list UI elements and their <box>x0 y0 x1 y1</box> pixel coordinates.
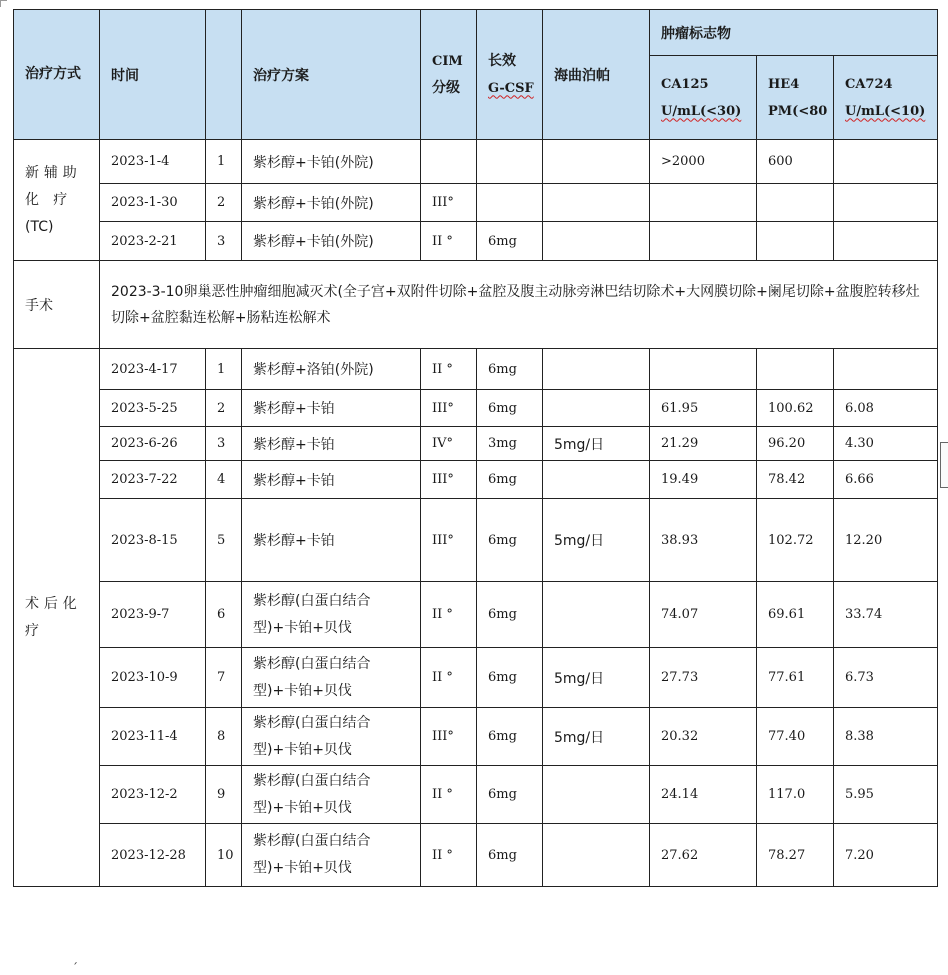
cell-regimen: 紫杉醇+卡铂 <box>242 427 421 461</box>
cell-cim: II ° <box>421 349 477 390</box>
cell-date: 2023-12-28 <box>100 824 206 887</box>
cell-regimen: 紫杉醇+卡铂 <box>242 390 421 427</box>
cell-ca125: 27.62 <box>650 824 757 887</box>
group-label-postoperative: 术后化 疗 <box>14 349 100 887</box>
cell-ca125 <box>650 349 757 390</box>
cell-cim: II ° <box>421 648 477 708</box>
cell-date: 2023-7-22 <box>100 461 206 499</box>
cell-he4: 117.0 <box>757 766 834 824</box>
cell-ca724 <box>834 140 938 184</box>
cell-ca125: 74.07 <box>650 582 757 648</box>
corner-marker <box>0 0 7 7</box>
cell-cim: II ° <box>421 824 477 887</box>
table-row <box>14 648 938 708</box>
cell-gcsf: 6mg <box>477 349 543 390</box>
cell-regimen: 紫杉醇+卡铂(外院) <box>242 222 421 261</box>
cell-hetrombopag <box>543 390 650 427</box>
cell-cycle: 1 <box>206 349 242 390</box>
table-row <box>14 766 938 824</box>
cell-cim: IV° <box>421 427 477 461</box>
cell-hetrombopag <box>543 824 650 887</box>
cell-date: 2023-12-2 <box>100 766 206 824</box>
cell-he4: 100.62 <box>757 390 834 427</box>
cell-cim: III° <box>421 708 477 766</box>
header-ca724: CA724 U/mL(<10) <box>834 56 938 140</box>
cell-regimen: 紫杉醇+卡铂(外院) <box>242 184 421 222</box>
cell-ca125 <box>650 184 757 222</box>
cell-ca724: 6.66 <box>834 461 938 499</box>
cell-cycle: 1 <box>206 140 242 184</box>
table-row <box>14 184 938 222</box>
cell-date: 2023-2-21 <box>100 222 206 261</box>
table-row <box>14 140 938 184</box>
cell-gcsf: 3mg <box>477 427 543 461</box>
cell-gcsf: 6mg <box>477 582 543 648</box>
cell-cycle: 4 <box>206 461 242 499</box>
cell-date: 2023-11-4 <box>100 708 206 766</box>
group-label-neoadjuvant: 新辅助 化 疗 (TC) <box>14 140 100 261</box>
cell-ca724 <box>834 184 938 222</box>
cell-he4: 69.61 <box>757 582 834 648</box>
cell-regimen: 紫杉醇+卡铂 <box>242 499 421 582</box>
cell-ca724: 33.74 <box>834 582 938 648</box>
cell-ca125: 21.29 <box>650 427 757 461</box>
cell-cycle: 9 <box>206 766 242 824</box>
cell-ca125: 20.32 <box>650 708 757 766</box>
cell-hetrombopag: 5mg/日 <box>543 427 650 461</box>
cell-hetrombopag <box>543 222 650 261</box>
table-row <box>14 582 938 648</box>
cell-cycle: 2 <box>206 184 242 222</box>
cell-cycle: 10 <box>206 824 242 887</box>
header-he4: HE4 PM(<80 <box>757 56 834 140</box>
cell-cycle: 6 <box>206 582 242 648</box>
table-row <box>14 427 938 461</box>
cell-cim: II ° <box>421 582 477 648</box>
header-time: 时间 <box>100 10 206 140</box>
cell-regimen: 紫杉醇(白蛋白结合 型)+卡铂+贝伐 <box>242 708 421 766</box>
cell-ca724: 7.20 <box>834 824 938 887</box>
table-row <box>14 222 938 261</box>
cell-gcsf: 6mg <box>477 824 543 887</box>
cell-ca125: 19.49 <box>650 461 757 499</box>
cell-cycle: 7 <box>206 648 242 708</box>
header-regimen: 治疗方案 <box>242 10 421 140</box>
table-row-surgery <box>14 261 938 349</box>
group-label-surgery: 手术 <box>14 261 100 349</box>
table-row <box>14 499 938 582</box>
table-row <box>14 824 938 887</box>
cell-cim: III° <box>421 184 477 222</box>
cell-date: 2023-4-17 <box>100 349 206 390</box>
header-hetrombopag: 海曲泊帕 <box>543 10 650 140</box>
cell-cim: II ° <box>421 766 477 824</box>
cell-he4 <box>757 349 834 390</box>
cell-hetrombopag <box>543 349 650 390</box>
cell-he4: 77.40 <box>757 708 834 766</box>
cell-cim: III° <box>421 499 477 582</box>
header-ca125: CA125 U/mL(<30) <box>650 56 757 140</box>
cell-he4: 77.61 <box>757 648 834 708</box>
cell-cycle: 3 <box>206 222 242 261</box>
cell-cycle: 5 <box>206 499 242 582</box>
cell-ca724: 6.73 <box>834 648 938 708</box>
cell-date: 2023-1-4 <box>100 140 206 184</box>
cell-date: 2023-9-7 <box>100 582 206 648</box>
table-row <box>14 461 938 499</box>
cell-hetrombopag <box>543 582 650 648</box>
cell-gcsf: 6mg <box>477 648 543 708</box>
cell-ca125 <box>650 222 757 261</box>
cell-hetrombopag <box>543 140 650 184</box>
cell-ca724 <box>834 222 938 261</box>
cell-gcsf: 6mg <box>477 390 543 427</box>
cell-he4 <box>757 222 834 261</box>
cell-date: 2023-1-30 <box>100 184 206 222</box>
treatment-table-frame <box>13 9 937 961</box>
cell-gcsf <box>477 140 543 184</box>
cell-he4: 96.20 <box>757 427 834 461</box>
cell-ca724: 8.38 <box>834 708 938 766</box>
cell-gcsf: 6mg <box>477 461 543 499</box>
cell-he4: 102.72 <box>757 499 834 582</box>
cell-gcsf: 6mg <box>477 766 543 824</box>
cell-date: 2023-5-25 <box>100 390 206 427</box>
cell-ca125: >2000 <box>650 140 757 184</box>
cell-he4: 78.42 <box>757 461 834 499</box>
cell-hetrombopag <box>543 184 650 222</box>
cell-ca724: 4.30 <box>834 427 938 461</box>
cell-ca724: 5.95 <box>834 766 938 824</box>
cell-cim: III° <box>421 390 477 427</box>
cell-regimen: 紫杉醇(白蛋白结合 型)+卡铂+贝伐 <box>242 824 421 887</box>
cell-cim: II ° <box>421 222 477 261</box>
cell-cim: III° <box>421 461 477 499</box>
cell-regimen: 紫杉醇(白蛋白结合 型)+卡铂+贝伐 <box>242 582 421 648</box>
cell-regimen: 紫杉醇(白蛋白结合 型)+卡铂+贝伐 <box>242 648 421 708</box>
cell-gcsf: 6mg <box>477 222 543 261</box>
cell-gcsf <box>477 184 543 222</box>
header-tumor-markers: 肿瘤标志物 <box>650 10 938 56</box>
cell-hetrombopag: 5mg/日 <box>543 499 650 582</box>
cell-gcsf: 6mg <box>477 708 543 766</box>
cell-hetrombopag: 5mg/日 <box>543 648 650 708</box>
cell-gcsf: 6mg <box>477 499 543 582</box>
cell-cim <box>421 140 477 184</box>
header-cim-grade: CIM 分级 <box>421 10 477 140</box>
cell-cycle: 8 <box>206 708 242 766</box>
table-row <box>14 390 938 427</box>
cell-regimen: 紫杉醇+卡铂 <box>242 461 421 499</box>
table-row <box>14 349 938 390</box>
cell-he4: 78.27 <box>757 824 834 887</box>
cell-regimen: 紫杉醇+卡铂(外院) <box>242 140 421 184</box>
cursor-mark: ´ <box>72 961 78 975</box>
cell-cycle: 2 <box>206 390 242 427</box>
cell-he4 <box>757 184 834 222</box>
table-row <box>14 708 938 766</box>
cell-ca125: 24.14 <box>650 766 757 824</box>
cell-ca724: 6.08 <box>834 390 938 427</box>
cell-ca724: 12.20 <box>834 499 938 582</box>
cell-ca724 <box>834 349 938 390</box>
cell-date: 2023-6-26 <box>100 427 206 461</box>
header-long-acting-gcsf: 长效 G-CSF <box>477 10 543 140</box>
cell-date: 2023-8-15 <box>100 499 206 582</box>
cell-cycle: 3 <box>206 427 242 461</box>
cell-regimen: 紫杉醇+洛铂(外院) <box>242 349 421 390</box>
cell-ca125: 38.93 <box>650 499 757 582</box>
header-treatment-type: 治疗方式 <box>14 10 100 140</box>
cell-hetrombopag <box>543 461 650 499</box>
cell-date: 2023-10-9 <box>100 648 206 708</box>
cell-hetrombopag: 5mg/日 <box>543 708 650 766</box>
cell-hetrombopag <box>543 766 650 824</box>
treatment-table <box>13 9 938 887</box>
header-cycle <box>206 10 242 140</box>
cell-ca125: 27.73 <box>650 648 757 708</box>
cell-ca125: 61.95 <box>650 390 757 427</box>
cell-regimen: 紫杉醇(白蛋白结合 型)+卡铂+贝伐 <box>242 766 421 824</box>
scroll-edge-tab <box>940 442 948 488</box>
surgery-description: 2023-3-10卵巢恶性肿瘤细胞减灭术(全子宫+双附件切除+盆腔及腹主动脉旁淋巴结切除术+大网膜切除+阑尾切除+盆腹腔转移灶切除+盆腔黏连松解+肠粘连松解术 <box>100 261 938 349</box>
cell-he4: 600 <box>757 140 834 184</box>
